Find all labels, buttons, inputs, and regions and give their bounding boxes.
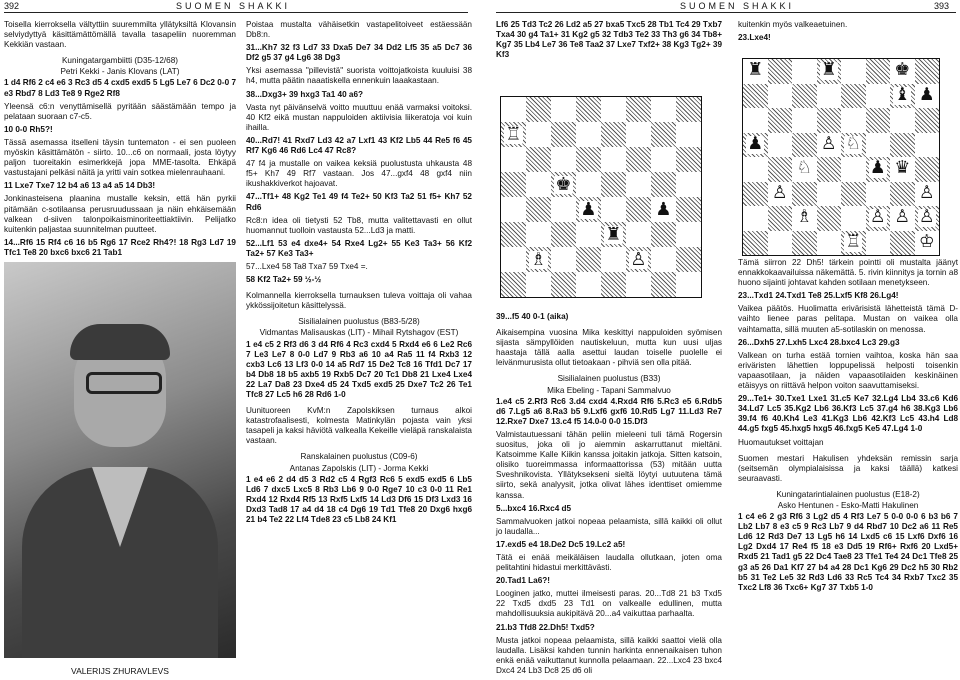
board-square — [915, 157, 940, 182]
board-square — [792, 231, 817, 256]
move-sequence: 21.b3 Tfd8 22.Dh5! Txd5? — [496, 622, 595, 632]
photo-hair-shape — [70, 324, 170, 360]
black-queen-icon: ♛ — [894, 158, 911, 179]
chess-diagram-2 — [742, 58, 940, 256]
right-page-number: 393 — [934, 1, 950, 11]
board-square — [743, 182, 768, 207]
body-paragraph: Suomen mestari Hakulisen yhdeksän remissin sarja (seitsemän olympialaisissa ja kaksi täällä) katkesi seuraavasti. — [738, 453, 958, 483]
board-square — [601, 222, 626, 247]
right-running-title: SUOMEN SHAKKI — [680, 1, 795, 11]
black-pawn-icon: ♟ — [869, 158, 886, 179]
black-rook-icon: ♜ — [747, 60, 764, 81]
board-square — [841, 59, 866, 84]
board-square — [551, 172, 576, 197]
board-square — [841, 157, 866, 182]
board-square — [651, 197, 676, 222]
board-square — [651, 222, 676, 247]
game-heading: Vidmantas Malisauskas (LIT) - Mihail Rytshagov (EST) — [259, 328, 459, 338]
move-sequence: 26...Dxh5 27.Lxh5 Lxc4 28.bxc4 Lc3 29.g3 — [738, 337, 900, 347]
board-square — [890, 133, 915, 158]
board-square — [866, 182, 891, 207]
move-sequence: 1 c4 e6 2 g3 Rf6 3 Lg2 d5 4 Rf3 Le7 5 0-0 0-0 6 b3 b6 7 Lb2 Lb7 8 e3 c5 9 Rc3 Lb7 9 d4 Rbd7 10 Dc2 a6 11 Re5 Ld6 12 Rd3 De7 13 Lg5 h6 14 Lxd5 c6 15 Lxf6 Dxf6 16 Lg2 Dxd4 17 Re4 f5 18 e3 Dd5 19 Rf6+ Rxf6 20 Lxd5+ Rxd5 21 Tad1 g5 22 Dc4 Tae8 23 Tfe1 Te4 24 Dc1 Tfe8 25 g3 a5 26 Da1 Kf7 27 b4 a4 28 Dc1 Kg6 29 Dc2 h5 30 Rb2 b5 31 Te2 Le5 32 Rd3 Ld6 33 Rc5 Tc4 34 Rxb7 Txc2 35 Txc2 Lf8 36 Txc6+ Kg7 37 Txb5 1-0 — [738, 512, 958, 592]
board-square — [768, 182, 793, 207]
board-square — [890, 157, 915, 182]
board-square — [576, 172, 601, 197]
move-sequence: Lf6 25 Td3 Tc2 26 Ld2 a5 27 bxa5 Txc5 28 Tb1 Tc4 29 Txb7 Txa4 30 g4 Ta1+ 31 Kg2 g5 32 Tdb3 Te2 33 Th3 g6 34 Tb8+ Kg7 35 Lb4 Le7 36 Te8 Taa2 37 Lxe7 Txf2+ 38 Kg3 Tg2+ 39 Kf3 — [496, 20, 722, 60]
board-square — [601, 122, 626, 147]
board-square — [551, 272, 576, 297]
game-heading: Ranskalainen puolustus (C09-6) — [300, 452, 418, 462]
white-pawn-icon: ♙ — [869, 207, 886, 228]
board-square — [890, 231, 915, 256]
game-heading: Kuningatargambiitti (D35-12/68) — [61, 56, 179, 66]
board-square — [676, 147, 701, 172]
black-rook-icon: ♜ — [605, 223, 622, 245]
player-photo — [4, 262, 236, 658]
photo-caption: VALERIJS ZHURAVLEVS — [71, 666, 169, 676]
board-square — [743, 157, 768, 182]
board-square — [866, 206, 891, 231]
board-square — [601, 272, 626, 297]
board-square — [626, 247, 651, 272]
move-sequence: 1 e4 e6 2 d4 d5 3 Rd2 c5 4 Rgf3 Rc6 5 exd5 exd5 6 Lb5 Ld6 7 dxc5 Lxc5 8 Rb3 Lb6 9 0-0 Rge7 10 c3 0-0 11 Re1 Rxd4 12 Rxd4 Rf5 13 Rxf5 Lxf5 14 Ld3 Df6 15 Df3 Lxd3 16 Dxd3 Tad8 17 a4 d4 18 c4 Dg6 19 Td1 Tfe8 20 Dxg6 hxg6 21 b4 Te2 22 Lf4 Tde8 23 c5 Lb8 24 Kf1 — [246, 474, 472, 525]
board-square — [576, 147, 601, 172]
white-pawn-icon: ♙ — [918, 207, 935, 228]
board-square — [551, 197, 576, 222]
body-paragraph: Kolmannella kierroksella turnauksen tuleva voittaja oli vahaa ykkössijoitetun käsittelyssä. — [246, 291, 472, 311]
board-square — [890, 182, 915, 207]
board-square — [743, 84, 768, 109]
board-square — [866, 108, 891, 133]
board-square — [676, 222, 701, 247]
board-square — [576, 247, 601, 272]
black-pawn-icon: ♟ — [655, 198, 672, 220]
board-square — [651, 272, 676, 297]
black-pawn-icon: ♟ — [580, 198, 597, 220]
board-square — [817, 59, 842, 84]
board-square — [651, 147, 676, 172]
move-sequence: 39...f5 40 0-1 (aika) — [496, 312, 569, 321]
board-square — [817, 182, 842, 207]
game-heading: Mika Ebeling - Tapani Sammalvuo — [547, 385, 671, 395]
board-square — [626, 197, 651, 222]
move-sequence: 47...Tf1+ 48 Kg2 Te1 49 f4 Te2+ 50 Kf3 Ta2 51 f5+ Kh7 52 Rd6 — [246, 192, 472, 212]
board-square — [526, 272, 551, 297]
board-square — [792, 206, 817, 231]
board-square — [601, 147, 626, 172]
board-square — [890, 59, 915, 84]
body-paragraph: Jonkinasteisena plaanina mustalle keksin, että hän pyrkii pitämään c-sotilaansa perusruudussaan ja näin ehkäisemään valkean d-siiven talonpoikaisminoriteettiaktiivin. Pelijatko kuitenkin paljastaa suunnitelman puutteet. — [4, 194, 236, 234]
board-square — [866, 133, 891, 158]
board-square — [841, 182, 866, 207]
board-square — [915, 231, 940, 256]
body-paragraph: 57...Lxe4 58 Ta8 Txa7 59 Txe4 =. — [246, 261, 368, 271]
black-bishop-icon: ♝ — [894, 84, 911, 105]
white-rook-icon: ♖ — [505, 123, 522, 145]
white-knight-icon: ♘ — [845, 133, 862, 154]
board-square — [676, 97, 701, 122]
board-square — [651, 122, 676, 147]
column-2 — [246, 20, 472, 675]
board-square — [841, 108, 866, 133]
board-square — [526, 172, 551, 197]
move-sequence: 58 Kf2 Ta2+ 59 ½-½ — [246, 275, 322, 285]
column-1 — [4, 20, 236, 260]
board-square — [551, 122, 576, 147]
move-sequence: 5...bxc4 16.Rxc4 d5 — [496, 503, 572, 513]
board-square — [676, 272, 701, 297]
body-paragraph: Tässä asemassa itselleni täysin tuntematon - ei sen puoleen myöskin käsittämätön - siirto. 10...c6 on normaali, josta löytyy paljon tuoreitakin esimerkkejä jopa MME-tasolta. Ehkäpä vastustajani pelkäsi näitä ja yritti vain sotkea mielenrauhaani. — [4, 137, 236, 178]
body-paragraph: Poistaa mustalta vähäisetkin vastapelitoiveet estäessään Db8:n. — [246, 20, 472, 40]
board-square — [501, 97, 526, 122]
column-4-top — [738, 20, 958, 50]
board-square — [817, 231, 842, 256]
board-square — [792, 59, 817, 84]
board-square — [817, 157, 842, 182]
move-sequence: 11 Lxe7 Txe7 12 b4 a6 13 a4 a5 14 Db3! — [4, 181, 156, 191]
column-4-bottom — [738, 258, 958, 678]
move-sequence: 23...Txd1 24.Txd1 Te8 25.Lxf5 Kf8 26.Lg4! — [738, 291, 899, 301]
board-square — [915, 84, 940, 109]
board-square — [890, 206, 915, 231]
body-paragraph: Sammalvuoken jatkoi nopeaa pelaamista, sillä kaikki oli ollut jo laudalla... — [496, 516, 722, 536]
game-heading: Asko Hentunen - Esko-Matti Hakulinen — [777, 500, 919, 510]
move-sequence: 31...Kh7 32 f3 Ld7 33 Dxa5 De7 34 Dd2 Lf5 35 a5 Dc7 36 Df2 g5 37 g4 Lg6 38 Dg3 — [246, 43, 472, 63]
board-square — [743, 231, 768, 256]
board-square — [626, 272, 651, 297]
move-sequence: 17.exd5 e4 18.De2 Dc5 19.Lc2 a5! — [496, 539, 626, 549]
board-square — [915, 182, 940, 207]
board-square — [792, 157, 817, 182]
move-sequence: 14...Rf6 15 Rf4 c6 16 b5 Rg6 17 Rce2 Rh4?! 18 Rg3 Ld7 19 Tfc1 Te8 20 bxc6 bxc6 21 Tab1 — [4, 237, 236, 257]
board-square — [526, 122, 551, 147]
move-sequence: 20.Tad1 La6?! — [496, 576, 550, 586]
board-square — [601, 172, 626, 197]
game-heading: Petri Kekki - Janis Klovans (LAT) — [60, 67, 180, 77]
move-sequence: 29...Te1+ 30.Txe1 Lxe1 31.c5 Ke7 32.Lg4 Lb4 33.c6 Kd6 34.Ld7 Lc5 35.Kg2 Lb6 36.Kf3 Lc5 37.g4 h6 38.Kg3 Lb6 39.f4 f6 40.Kh4 Le3 41.Kg3 Lb6 42.Kf3 Lc5 43.h4 Ld8 44.g5 fxg5 45.hxg5 hxg5 46.fxg5 Ke5 47.Lg4 1-0 — [738, 394, 958, 434]
body-paragraph: kuitenkin myös valkeaetuinen. — [738, 20, 848, 29]
board-square — [576, 97, 601, 122]
black-rook-icon: ♜ — [820, 60, 837, 81]
body-paragraph: Valkean on turha estää tornien vaihtoa, koska hän saa eriväristen lähettien loppupelissä helposti toisenkin vapaasotilaan, ja näiden vapaasotilaiden keskinäinen etäisyys on riittävä helpon voiton saavuttamiseksi. — [738, 350, 958, 391]
white-pawn-icon: ♙ — [918, 182, 935, 203]
board-square — [841, 206, 866, 231]
board-square — [526, 197, 551, 222]
move-sequence: 52...Lf1 53 e4 dxe4+ 54 Rxe4 Lg2+ 55 Ke3 Ta3+ 56 Kf2 Ta2+ 57 Ke3 Ta3+ — [246, 238, 472, 258]
board-square — [626, 147, 651, 172]
board-square — [551, 97, 576, 122]
board-square — [526, 247, 551, 272]
body-paragraph: Tätä ei enää meikäläisen laudalla ollutkaan, joten oma pelitahtini hidastui merkittävästi. — [496, 552, 722, 573]
board-square — [526, 222, 551, 247]
board-square — [890, 108, 915, 133]
board-square — [817, 84, 842, 109]
board-square — [551, 222, 576, 247]
body-paragraph: 47 f4 ja mustalle on vaikea keksiä puolustusta uhkausta 48 f5+ Kh7 49 Rf7 vastaan. Jos 47...gxf4 48 gxf4 niin ikushakkiverkot hajoavat. — [246, 159, 472, 189]
board-square — [792, 84, 817, 109]
board-square — [743, 133, 768, 158]
board-square — [501, 222, 526, 247]
board-square — [768, 59, 793, 84]
move-sequence: 1 d4 Rf6 2 c4 e6 3 Rc3 d5 4 cxd5 exd5 5 Lg5 Le7 6 Dc2 0-0 7 e3 Rbd7 8 Ld3 Te8 9 Rge2 Rf8 — [4, 78, 236, 98]
board-square — [768, 157, 793, 182]
board-square — [651, 172, 676, 197]
board-square — [743, 59, 768, 84]
board-square — [841, 84, 866, 109]
board-square — [576, 122, 601, 147]
left-page-number: 392 — [4, 1, 20, 11]
board-square — [501, 247, 526, 272]
board-square — [915, 133, 940, 158]
board-square — [817, 133, 842, 158]
body-paragraph: Uunituoreen KvM:n Zapolskiksen turnaus alkoi katastrofaalisesti, kolmesta Matinkylän pojasta vain yksi tasapeli ja kaksi häviötä valkealla Kekeille vieläpä ranskalaista vastaan. — [246, 406, 472, 446]
white-rook-icon: ♖ — [845, 231, 862, 252]
board-square — [501, 197, 526, 222]
body-paragraph: Looginen jatko, muttei ilmeisesti paras. 20...Td8 21 b3 Txd5 22 Txd5 dxd5 23 Td1 on valkealle edullinen, mutta mahdollisuuksia aukipitävä 20...a4 vaikuttaa parhaalta. — [496, 589, 722, 619]
board-square — [768, 231, 793, 256]
board-square — [768, 84, 793, 109]
board-square — [501, 172, 526, 197]
move-sequence: 40...Rd7! 41 Rxd7 Ld3 42 a7 Lxf1 43 Kf2 Lb5 44 Re5 f6 45 Rf7 Kg6 46 Rd6 Lc4 47 Rc8? — [246, 135, 472, 156]
move-sequence: 23.Lxe4! — [738, 33, 771, 43]
move-sequence: 1.e4 c5 2.Rf3 Rc6 3.d4 cxd4 4.Rxd4 Rf6 5.Rc3 e5 6.Rdb5 d6 7.Lg5 a6 8.Ra3 b5 9.Lxf6 gxf6 10.Rd5 Lg7 11.Ld3 Re7 12.Rxe7 Dxe7 13.c4 f5 14.0-0 0-0 15.Df3 — [496, 396, 722, 426]
board-square — [915, 59, 940, 84]
white-pawn-icon: ♙ — [630, 248, 647, 270]
board-square — [501, 122, 526, 147]
white-knight-icon: ♘ — [796, 158, 813, 179]
board-square — [866, 231, 891, 256]
board-square — [601, 97, 626, 122]
body-paragraph: Huomautukset voittajan — [738, 437, 824, 447]
board-square — [676, 172, 701, 197]
white-bishop-icon: ♗ — [530, 248, 547, 270]
body-paragraph: Musta jatkoi nopeaa pelaamista, sillä kaikki saattoi vielä olla laudalla. Lisäksi kahden tunnin harkinta ennenaikaisen tuhon enkä enää vaikuttanut kunnolla pelaamaan. 22...Lxc4 23 bxc4 Dxc4 24 Lb3 Dc8 25 d6 oli — [496, 635, 722, 675]
board-square — [551, 247, 576, 272]
board-square — [626, 222, 651, 247]
column-3-bottom — [496, 312, 722, 677]
body-paragraph: Vasta nyt päivänselvä voitto muuttuu enää varmaksi voitoksi. 40 Kf2 eikä mustan nappuloiden aktiivisia liikeratoja voi kuin ihailla. — [246, 102, 472, 132]
body-paragraph: Tämä siirron 22 Dh5! tärkein pointti oli mustalta jäänyt ennakkokaavailuissa näkemättä. 5. rivin kiinnitys ja tornin a8 huono sijainti johtavat kahden sotilaan menetykseen. — [738, 258, 958, 288]
board-square — [576, 197, 601, 222]
black-pawn-icon: ♟ — [747, 133, 764, 154]
game-heading: Sisilialainen puolustus (B33) — [557, 374, 661, 384]
right-header-rule — [496, 12, 956, 13]
move-sequence: 38...Dxg3+ 39 hxg3 Ta1 40 a6? — [246, 89, 364, 99]
board-square — [841, 231, 866, 256]
board-square — [601, 247, 626, 272]
board-square — [501, 272, 526, 297]
board-square — [501, 147, 526, 172]
game-heading: Kuningatarintialainen puolustus (E18-2) — [776, 489, 920, 499]
black-pawn-icon: ♟ — [918, 84, 935, 105]
board-square — [676, 247, 701, 272]
left-running-title: SUOMEN SHAKKI — [176, 1, 291, 11]
board-square — [915, 108, 940, 133]
board-square — [551, 147, 576, 172]
body-paragraph: Yksi asemassa "pillevistä" suorista voittojatkoista kuuluisi 38 h4, mutta päätin naaatiskella ennenkuin laaakastaan. — [246, 66, 472, 86]
column-3-top — [496, 20, 722, 92]
board-square — [651, 247, 676, 272]
body-paragraph: Vaikea päätös. Huolimatta erivärisistä lähetteistä tämä D-vaihto lienee paras pelitapa. Mustan on vaikea olla vaihtamatta, sillä muuten a5-sotilaskin on menossa. — [738, 304, 958, 334]
board-square — [576, 272, 601, 297]
board-square — [676, 197, 701, 222]
left-header-rule — [4, 12, 468, 13]
board-square — [792, 108, 817, 133]
board-square — [817, 206, 842, 231]
body-paragraph: Yleensä c6:n venyttämisellä pyritään säästämään tempo ja pelataan suoraan c7-c5. — [4, 101, 236, 121]
board-square — [792, 182, 817, 207]
move-sequence: 10 0-0 Rh5?! — [4, 124, 53, 134]
board-square — [792, 133, 817, 158]
board-square — [768, 206, 793, 231]
board-square — [526, 97, 551, 122]
body-paragraph: Rc8:n idea oli tietysti 52 Tb8, mutta valitettavasti en ollut huomannut tuolloin vastausta 52...Ld3 ja matti. — [246, 215, 472, 235]
board-square — [601, 197, 626, 222]
game-heading: Antanas Zapolskis (LIT) - Jorma Kekki — [289, 463, 429, 473]
board-square — [841, 133, 866, 158]
black-king-icon: ♚ — [894, 60, 911, 81]
board-square — [626, 122, 651, 147]
board-square — [890, 84, 915, 109]
game-heading: Sisilialainen puolustus (B83-5/28) — [298, 317, 420, 327]
board-square — [626, 172, 651, 197]
body-paragraph: Valmistautuessani tähän peliin mieleeni tuli tämä Rogersin suositus, joka oli jo aiemmin askarruttanut mieltäni. Katsoimme Kalle Kiikin kanssa joitakin jatkoja. Sitten katsoin, olisiko tuoreimmassa informaattorissa (53) mitään uutta Sveshnikovista. Yllätyksekseni sieltä löytyi uutuutena tämä siirto, sekä analyysit, jotka olivat lähes identtiset omiemme kanssa. — [496, 429, 722, 500]
body-paragraph: Aikaisempina vuosina Mika keskittyi nappuloiden syömisen sijasta sämpyllöiden nautiskeluun, mutta kun uusi uljas haastaja tällä aalla asettui laudan toiselle puolelle ei leivänmurusista ollut tietoakaan - pihviä sen olla pitää. — [496, 328, 722, 368]
body-paragraph: Toisella kierroksella vältyttiin suuremmilta yllätyksiltä Klovansin selviydyttyä käsittämättömällä tavalla tasapeliin nuoremman Kekkiän vastaan. — [4, 20, 236, 50]
board-square — [866, 59, 891, 84]
board-square — [743, 206, 768, 231]
white-bishop-icon: ♗ — [796, 207, 813, 228]
board-square — [626, 97, 651, 122]
board-square — [651, 97, 676, 122]
white-king-icon: ♔ — [918, 231, 935, 252]
board-square — [768, 133, 793, 158]
board-square — [676, 122, 701, 147]
board-square — [526, 147, 551, 172]
white-pawn-icon: ♙ — [894, 207, 911, 228]
board-square — [768, 108, 793, 133]
photo-glasses-shape — [86, 372, 162, 394]
black-king-icon: ♚ — [555, 173, 572, 195]
white-pawn-icon: ♙ — [820, 133, 837, 154]
board-square — [743, 108, 768, 133]
chess-diagram-1 — [500, 96, 702, 298]
board-square — [576, 222, 601, 247]
board-square — [866, 84, 891, 109]
board-square — [866, 157, 891, 182]
move-sequence: 1 e4 c5 2 Rf3 d6 3 d4 Rf6 4 Rc3 cxd4 5 Rxd4 e6 6 Le2 Rc6 7 Le3 Le7 8 0-0 Ld7 9 Rb3 a6 10 a4 Ra5 11 f4 Rxb3 12 cxb3 Lc6 13 Lf3 0-0 14 a5 Rd7 15 De2 Tc8 16 Tfd1 Dc7 17 b4 Db8 18 b5 axb5 19 Rxb5 Dc7 20 Tc1 Db8 21 Lxe4 Lxe4 22 La7 Da8 23 Dxe4 d5 24 Txd5 exd5 25 Dxe7 Tc2 26 Te1 Tfc8 27 Lc5 h6 28 Rd6 1-0 — [246, 339, 472, 399]
board-square — [915, 206, 940, 231]
white-pawn-icon: ♙ — [771, 182, 788, 203]
board-square — [817, 108, 842, 133]
